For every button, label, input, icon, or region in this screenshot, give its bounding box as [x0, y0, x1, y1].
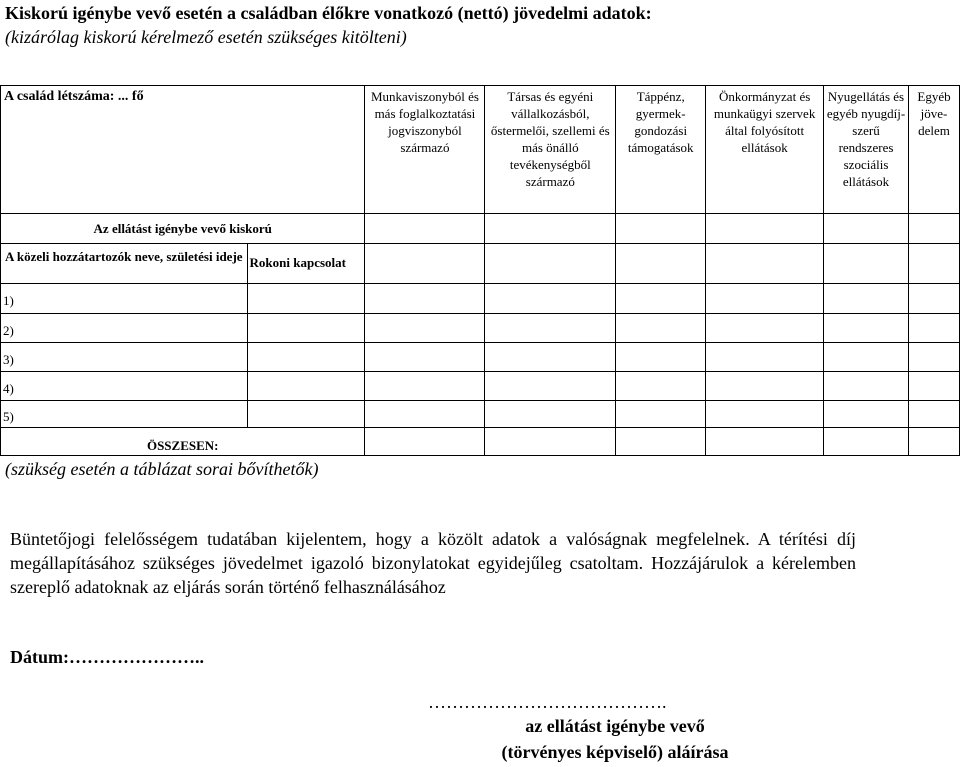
- table-cell[interactable]: [824, 428, 909, 456]
- table-cell[interactable]: [485, 372, 616, 401]
- table-cell[interactable]: [485, 314, 616, 343]
- table-cell[interactable]: [616, 244, 706, 284]
- table-row: [1, 284, 960, 314]
- table-cell[interactable]: [365, 343, 485, 372]
- table-cell[interactable]: [908, 372, 959, 401]
- table-cell[interactable]: [706, 314, 824, 343]
- table-row: [1, 343, 960, 372]
- table-cell[interactable]: [908, 401, 959, 428]
- total-label: ÖSSZESEN:: [1, 428, 365, 456]
- table-cell[interactable]: [365, 372, 485, 401]
- table-cell[interactable]: [706, 372, 824, 401]
- column-employment: Munkaviszonyból és más foglalkoztatási jogviszonyból származó: [365, 86, 485, 214]
- table-cell[interactable]: [365, 428, 485, 456]
- signature-caption-line2: (törvényes képviselő) aláírása: [501, 742, 729, 762]
- column-other-income: Egyéb jöve-delem: [908, 86, 959, 214]
- table-cell[interactable]: [824, 401, 909, 428]
- row-number: 3): [1, 343, 248, 372]
- form-subtitle: (kizárólag kiskorú kérelmező esetén szükséges kitölteni): [5, 27, 407, 47]
- row-number: 1): [1, 284, 248, 314]
- table-cell[interactable]: [485, 401, 616, 428]
- table-extension-note: (szükség esetén a táblázat sorai bővíthetők): [5, 459, 319, 479]
- table-cell[interactable]: [824, 314, 909, 343]
- table-row: [1, 372, 960, 401]
- form-title: Kiskorú igénybe vevő esetén a családban élőkre vonatkozó (nettó) jövedelmi adatok:: [5, 3, 652, 23]
- table-cell[interactable]: [706, 284, 824, 314]
- income-table: [0, 85, 960, 456]
- signature-line[interactable]: ………………………………….: [428, 692, 667, 712]
- date-field[interactable]: Dátum:…………………..: [10, 647, 204, 667]
- table-cell[interactable]: [824, 372, 909, 401]
- row-number: 2): [1, 314, 248, 343]
- table-cell[interactable]: [485, 284, 616, 314]
- table-cell[interactable]: [824, 284, 909, 314]
- table-cell[interactable]: [824, 244, 909, 284]
- table-cell[interactable]: [706, 401, 824, 428]
- table-cell[interactable]: [365, 314, 485, 343]
- table-cell[interactable]: [247, 343, 365, 372]
- family-size-label: A család létszáma: ... fő: [1, 86, 365, 214]
- declaration-statement: Büntetőjogi felelősségem tudatában kijelentem, hogy a közölt adatok a valóságnak megfelelnek. A térítési díj megállapításához szükséges jövedelmet igazoló bizonylatokat egyidejűleg csatoltam. Hozzájárulok a kérelemben szereplő adatoknak az eljárás során történő felhasználásához: [10, 529, 856, 597]
- table-cell[interactable]: [908, 284, 959, 314]
- column-enterprise: Társas és egyéni vállalkozásból, őstermelői, szellemi és más önálló tevékenységből származó: [485, 86, 616, 214]
- table-cell[interactable]: [247, 284, 365, 314]
- table-cell[interactable]: [908, 244, 959, 284]
- table-cell[interactable]: [908, 428, 959, 456]
- row-number: 5): [1, 401, 248, 428]
- table-cell[interactable]: [706, 343, 824, 372]
- applicant-row-label: Az ellátást igénybe vevő kiskorú: [1, 214, 365, 244]
- table-cell[interactable]: [247, 401, 365, 428]
- column-sick-pay: Táppénz, gyermek-gondozási támogatások: [616, 86, 706, 214]
- table-cell[interactable]: [616, 428, 706, 456]
- table-cell[interactable]: [485, 214, 616, 244]
- table-cell[interactable]: [616, 401, 706, 428]
- table-cell[interactable]: [908, 214, 959, 244]
- table-cell[interactable]: [485, 244, 616, 284]
- table-cell[interactable]: [365, 214, 485, 244]
- column-pension: Nyugellátás és egyéb nyugdíj-szerű rendszeres szociális ellátások: [824, 86, 909, 214]
- table-cell[interactable]: [247, 372, 365, 401]
- table-cell[interactable]: [706, 214, 824, 244]
- table-cell[interactable]: [824, 214, 909, 244]
- relatives-header: A közeli hozzátartozók neve, születési ideje: [1, 244, 248, 284]
- signature-caption-line1: az ellátást igénybe vevő: [525, 716, 705, 736]
- row-number: 4): [1, 372, 248, 401]
- table-cell[interactable]: [485, 343, 616, 372]
- table-cell[interactable]: [485, 428, 616, 456]
- table-cell[interactable]: [908, 343, 959, 372]
- table-cell[interactable]: [706, 428, 824, 456]
- table-cell[interactable]: [616, 214, 706, 244]
- table-cell[interactable]: [616, 372, 706, 401]
- table-cell[interactable]: [365, 401, 485, 428]
- table-cell[interactable]: [908, 314, 959, 343]
- table-cell[interactable]: [706, 244, 824, 284]
- relation-header: Rokoni kapcsolat: [247, 244, 365, 284]
- table-cell[interactable]: [616, 343, 706, 372]
- table-cell[interactable]: [365, 284, 485, 314]
- table-row: [1, 401, 960, 428]
- column-municipal-benefits: Önkormányzat és munkaügyi szervek által folyósított ellátások: [706, 86, 824, 214]
- table-row: [1, 314, 960, 343]
- table-cell[interactable]: [247, 314, 365, 343]
- table-cell[interactable]: [616, 314, 706, 343]
- table-cell[interactable]: [616, 284, 706, 314]
- table-cell[interactable]: [365, 244, 485, 284]
- table-cell[interactable]: [824, 343, 909, 372]
